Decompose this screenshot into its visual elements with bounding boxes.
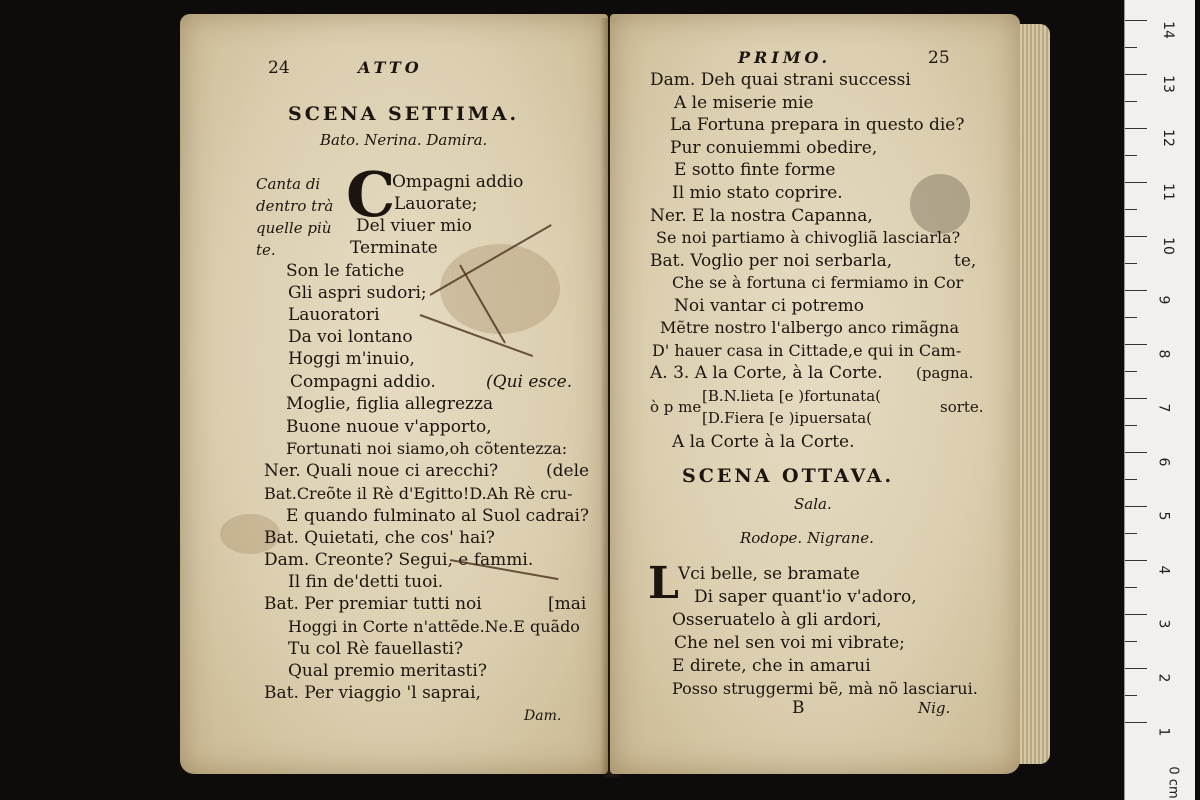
ink-stain bbox=[440, 244, 560, 334]
text-line: ò p me bbox=[650, 398, 702, 416]
ruler-number: 9 bbox=[1155, 295, 1172, 305]
stage-direction: (Qui esce. bbox=[486, 372, 573, 392]
text-line: Ompagni addio bbox=[392, 172, 524, 192]
scene-characters: Bato. Nerina. Damira. bbox=[320, 131, 488, 149]
text-line: Ner. Quali noue ci arecchi? bbox=[264, 461, 499, 481]
dropcap: L bbox=[648, 558, 679, 609]
ruler-number: 13 bbox=[1159, 75, 1176, 93]
text-line: [mai bbox=[548, 594, 587, 614]
ruler-number: 3 bbox=[1155, 619, 1172, 629]
text-line: D' hauer casa in Cittade,e qui in Cam- bbox=[652, 341, 962, 360]
ruler-number: 14 bbox=[1159, 21, 1176, 39]
text-line: [B.N.lieta [e )fortunata( bbox=[702, 387, 882, 405]
text-line: La Fortuna prepara in questo die? bbox=[670, 115, 965, 135]
text-line: Hoggi m'inuio, bbox=[288, 349, 415, 369]
text-line: Tu col Rè fauellasti? bbox=[288, 639, 464, 659]
signature-mark: B bbox=[792, 698, 805, 718]
verse-line: Vci belle, se bramate bbox=[678, 564, 860, 584]
text-line: E sotto finte forme bbox=[674, 160, 836, 180]
text-line: Son le fatiche bbox=[286, 261, 405, 281]
text-line: Gli aspri sudori; bbox=[288, 283, 427, 303]
text-line: Terminate bbox=[350, 238, 438, 258]
text-line: Dam. Creonte? Segui, e fammi. bbox=[264, 550, 534, 570]
text-line: Bat. Per premiar tutti noi bbox=[264, 594, 482, 614]
ruler-number: 8 bbox=[1155, 349, 1172, 359]
ruler-number: 11 bbox=[1159, 183, 1176, 201]
text-line: Hoggi in Corte n'attẽde.Ne.E quãdo bbox=[288, 617, 580, 636]
text-line: (pagna. bbox=[916, 364, 974, 382]
text-line: A la Corte à la Corte. bbox=[672, 432, 855, 452]
text-line: Del viuer mio bbox=[356, 216, 472, 236]
text-line: Fortunati noi siamo,oh cõtentezza: bbox=[286, 439, 568, 458]
margin-note-line: Canta di bbox=[256, 175, 321, 193]
scene-characters: Rodope. Nigrane. bbox=[740, 529, 874, 547]
text-line: Bat. Per viaggio 'l saprai, bbox=[264, 683, 481, 703]
ruler-number: 1 bbox=[1155, 727, 1172, 737]
text-line: (dele bbox=[546, 461, 590, 481]
text-line: Buone nuoue v'apporto, bbox=[286, 417, 492, 437]
ink-stain bbox=[910, 174, 970, 234]
text-line: Dam. Deh quai strani successi bbox=[650, 70, 911, 90]
text-line: Qual premio meritasti? bbox=[288, 661, 487, 681]
text-line: Bat.Creõte il Rè d'Egitto!D.Ah Rè cru- bbox=[264, 484, 573, 503]
text-line: te, bbox=[954, 251, 977, 271]
running-head: PRIMO. bbox=[738, 48, 832, 67]
ruler-unit-label: 0 cm bbox=[1165, 766, 1181, 799]
ruler-number: 6 bbox=[1155, 457, 1172, 467]
scene-title: SCENA SETTIMA. bbox=[288, 103, 520, 125]
text-line: E quando fulminato al Suol cadrai? bbox=[286, 506, 590, 526]
ruler-number: 12 bbox=[1159, 129, 1176, 147]
verse-line: E direte, che in amarui bbox=[672, 656, 871, 676]
text-line: Bat. Voglio per noi serbarla, bbox=[650, 251, 893, 271]
scene-location: Sala. bbox=[794, 495, 832, 513]
text-line: Lauoratori bbox=[288, 305, 380, 325]
text-line: Che se à fortuna ci fermiamo in Cor bbox=[672, 273, 964, 292]
text-line: Bat. Quietati, che cos' hai? bbox=[264, 528, 495, 548]
verse-line: Di saper quant'io v'adoro, bbox=[694, 587, 917, 607]
running-head: ATTO bbox=[358, 58, 423, 77]
text-line: Pur conuiemmi obedire, bbox=[670, 138, 878, 158]
text-line: Se noi partiamo à chivogliã lasciarla? bbox=[656, 228, 961, 247]
ruler-number: 10 bbox=[1159, 237, 1176, 255]
verse-line: Osseruatelo à gli ardori, bbox=[672, 610, 882, 630]
ruler-number: 2 bbox=[1155, 673, 1172, 683]
ruler-number: 4 bbox=[1155, 565, 1172, 575]
text-line: A le miserie mie bbox=[674, 93, 814, 113]
text-line: [D.Fiera [e )ipuersata( bbox=[702, 409, 872, 427]
margin-note-line: quelle più bbox=[256, 219, 332, 237]
page-number: 24 bbox=[268, 58, 290, 78]
text-line: Lauorate; bbox=[394, 194, 478, 214]
scene-title: SCENA OTTAVA. bbox=[682, 465, 895, 487]
ruler-number: 5 bbox=[1155, 511, 1172, 521]
text-line: Il mio stato coprire. bbox=[672, 183, 843, 203]
verse-line: Posso struggermi bẽ, mà nõ lasciarui. bbox=[672, 679, 978, 698]
right-page bbox=[610, 14, 1020, 774]
text-line: Da voi lontano bbox=[288, 327, 413, 347]
catchword: Dam. bbox=[524, 708, 562, 724]
margin-note-line: te. bbox=[256, 241, 276, 259]
text-line: Moglie, figlia allegrezza bbox=[286, 394, 494, 414]
dropcap: C bbox=[346, 158, 396, 231]
verse-line: Che nel sen voi mi vibrate; bbox=[674, 633, 905, 653]
text-line: Ner. E la nostra Capanna, bbox=[650, 206, 873, 226]
left-page bbox=[180, 14, 608, 774]
text-line: A. 3. A la Corte, à la Corte. bbox=[650, 363, 883, 383]
text-line: sorte. bbox=[940, 398, 984, 416]
ruler-number: 7 bbox=[1155, 403, 1172, 413]
text-line: Il fin de'detti tuoi. bbox=[288, 572, 444, 592]
text-line: Noi vantar ci potremo bbox=[674, 296, 864, 316]
margin-note-line: dentro trà bbox=[256, 197, 334, 215]
measurement-ruler bbox=[1124, 0, 1195, 800]
text-line: Mẽtre nostro l'albergo anco rimãgna bbox=[660, 318, 960, 337]
text-line: Compagni addio. bbox=[290, 372, 436, 392]
catchword: Nig. bbox=[918, 699, 951, 717]
open-book bbox=[170, 14, 1050, 784]
page-number: 25 bbox=[928, 48, 950, 68]
